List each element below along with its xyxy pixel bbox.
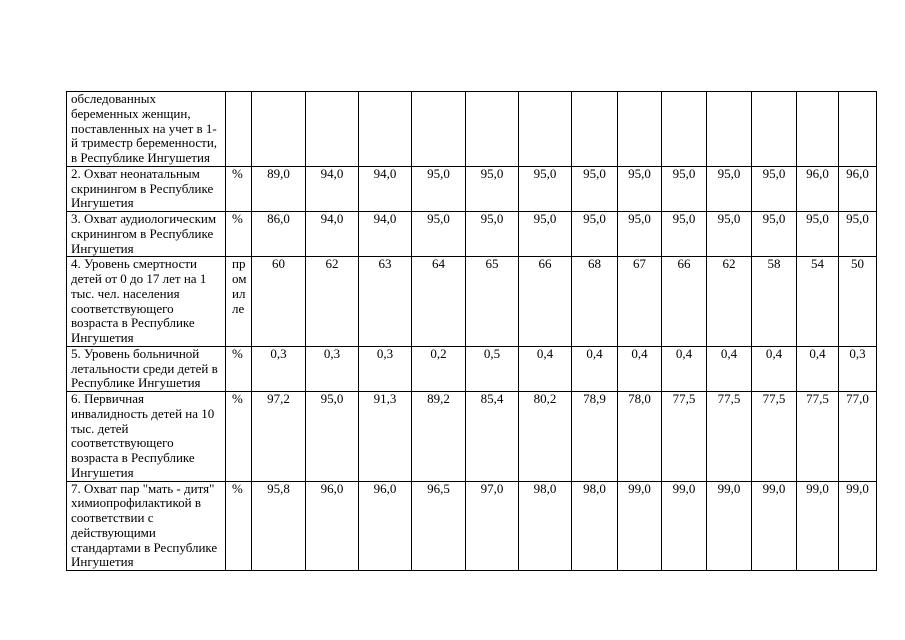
value-cell: 95,0 [839,212,877,257]
value-cell [752,92,797,167]
value-cell: 99,0 [662,481,707,571]
value-cell: 68 [572,257,618,347]
value-cell [412,92,466,167]
value-cell: 85,4 [466,392,519,482]
value-cell: 50 [839,257,877,347]
value-cell: 65 [466,257,519,347]
value-cell: 0,4 [797,346,839,391]
value-cell: 95,0 [707,212,752,257]
value-cell: 95,0 [519,212,572,257]
table-row [67,257,877,347]
value-cell [707,92,752,167]
value-cell: 66 [519,257,572,347]
table-row [67,346,877,391]
value-cell: 95,0 [797,212,839,257]
table-row [67,92,877,167]
value-cell: 97,0 [466,481,519,571]
value-cell: 64 [412,257,466,347]
unit-cell: % [226,392,252,482]
value-cell: 99,0 [618,481,662,571]
value-cell: 60 [252,257,306,347]
value-cell: 67 [618,257,662,347]
value-cell: 95,0 [662,166,707,211]
table-row [67,166,877,211]
value-cell: 77,5 [707,392,752,482]
value-cell: 95,0 [572,212,618,257]
value-cell: 97,2 [252,392,306,482]
value-cell: 0,3 [306,346,359,391]
value-cell: 95,0 [466,166,519,211]
value-cell [519,92,572,167]
value-cell: 91,3 [359,392,412,482]
value-cell: 95,0 [519,166,572,211]
value-cell: 0,4 [519,346,572,391]
indicator-name-cell: 5. Уровень больничной летальности среди детей в Республике Ингушетия [67,346,226,391]
value-cell: 0,4 [662,346,707,391]
value-cell: 0,4 [618,346,662,391]
value-cell: 99,0 [707,481,752,571]
value-cell: 95,8 [252,481,306,571]
value-cell: 58 [752,257,797,347]
value-cell: 0,3 [252,346,306,391]
value-cell: 78,0 [618,392,662,482]
unit-cell: % [226,166,252,211]
value-cell: 95,0 [572,166,618,211]
value-cell [306,92,359,167]
indicator-name-cell: 7. Охват пар "мать - дитя" химиопрофилактикой в соответствии с действующими стандартами в Республике Ингушетия [67,481,226,571]
value-cell: 0,3 [359,346,412,391]
value-cell: 95,0 [618,212,662,257]
value-cell: 99,0 [797,481,839,571]
value-cell [662,92,707,167]
unit-cell [226,92,252,167]
value-cell: 94,0 [306,166,359,211]
value-cell: 77,5 [752,392,797,482]
value-cell: 96,5 [412,481,466,571]
value-cell: 95,0 [707,166,752,211]
value-cell: 95,0 [412,212,466,257]
value-cell: 86,0 [252,212,306,257]
value-cell: 77,0 [839,392,877,482]
value-cell [839,92,877,167]
value-cell: 62 [707,257,752,347]
value-cell: 95,0 [752,166,797,211]
value-cell: 95,0 [306,392,359,482]
table-row [67,212,877,257]
value-cell: 89,2 [412,392,466,482]
value-cell [797,92,839,167]
value-cell: 96,0 [306,481,359,571]
value-cell: 98,0 [519,481,572,571]
value-cell: 0,4 [707,346,752,391]
unit-cell: пр ом ил ле [226,257,252,347]
value-cell: 0,2 [412,346,466,391]
value-cell: 96,0 [359,481,412,571]
value-cell: 98,0 [572,481,618,571]
value-cell: 66 [662,257,707,347]
unit-cell: % [226,346,252,391]
indicator-name-cell: обследованных беременных женщин, поставленных на учет в 1- й триместр беременности, в Республике Ингушетия [67,92,226,167]
value-cell: 62 [306,257,359,347]
indicators-table [66,91,877,571]
value-cell: 95,0 [752,212,797,257]
value-cell [572,92,618,167]
value-cell [618,92,662,167]
indicator-name-cell: 3. Охват аудиологическим скринингом в Республике Ингушетия [67,212,226,257]
unit-cell: % [226,212,252,257]
value-cell: 95,0 [412,166,466,211]
unit-cell: % [226,481,252,571]
value-cell: 0,5 [466,346,519,391]
value-cell [466,92,519,167]
indicator-name-cell: 4. Уровень смертности детей от 0 до 17 лет на 1 тыс. чел. населения соответствующего возраста в Республике Ингушетия [67,257,226,347]
value-cell: 0,4 [572,346,618,391]
value-cell [252,92,306,167]
value-cell: 78,9 [572,392,618,482]
value-cell: 63 [359,257,412,347]
value-cell: 0,4 [752,346,797,391]
value-cell: 94,0 [359,166,412,211]
indicator-name-cell: 2. Охват неонатальным скринингом в Республике Ингушетия [67,166,226,211]
value-cell: 0,3 [839,346,877,391]
value-cell: 96,0 [797,166,839,211]
value-cell: 80,2 [519,392,572,482]
value-cell: 99,0 [839,481,877,571]
table-row [67,392,877,482]
value-cell [359,92,412,167]
value-cell: 54 [797,257,839,347]
indicator-name-cell: 6. Первичная инвалидность детей на 10 тыс. детей соответствующего возраста в Республике Ингушетия [67,392,226,482]
value-cell: 99,0 [752,481,797,571]
value-cell: 89,0 [252,166,306,211]
table-row [67,481,877,571]
value-cell: 95,0 [618,166,662,211]
value-cell: 95,0 [466,212,519,257]
value-cell: 77,5 [662,392,707,482]
value-cell: 94,0 [359,212,412,257]
value-cell: 77,5 [797,392,839,482]
value-cell: 96,0 [839,166,877,211]
value-cell: 94,0 [306,212,359,257]
value-cell: 95,0 [662,212,707,257]
